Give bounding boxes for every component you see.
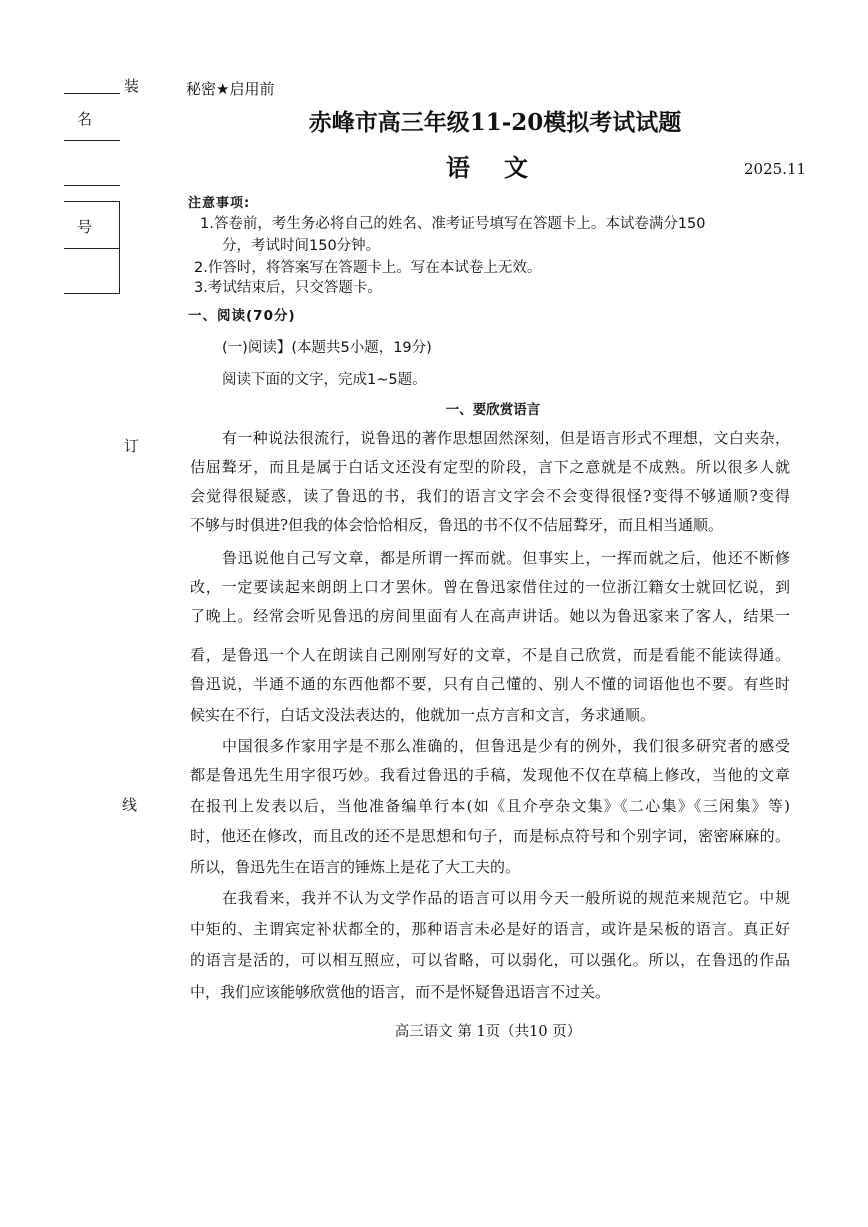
article-title: 一、要欣赏语言: [445, 402, 541, 418]
paragraph-4-line: 中，我们应该能够欣赏他的语言，而不是怀疑鲁迅语言不过关。: [190, 983, 611, 1001]
notice-item-1-line-1: 1.答卷前，考生务必将自己的姓名、准考证号填写在答题卡上。本试卷满分150: [200, 216, 706, 232]
paragraph-1-line: 佶屈聱牙，而且是属于白话文还没有定型的阶段，言下之意就是不成熟。所以很多人就: [190, 458, 790, 476]
paragraph-3-line: 所以，鲁迅先生在语言的锤炼上是花了大工夫的。: [190, 858, 521, 876]
paragraph-3-line: 中国很多作家用字是不那么准确的，但鲁迅是少有的例外，我们很多研究者的感受: [222, 737, 790, 755]
number-box-bottom: [64, 293, 120, 294]
paragraph-2-line: 候实在不行，白话文没法表达的，他就加一点方言和文言，务求通顺。: [190, 706, 656, 724]
notice-item-3: 3.考试结束后，只交答题卡。: [194, 280, 382, 296]
number-box-middle: [64, 248, 120, 249]
exam-title: 赤峰市高三年级11-20模拟考试试题: [308, 109, 682, 136]
margin-char-xian: 线: [122, 796, 138, 814]
margin-char-ding: 订: [124, 437, 140, 455]
margin-label-number: 号: [77, 218, 93, 236]
paragraph-1-line: 有一种说法很流行，说鲁迅的著作思想固然深刻，但是语言形式不理想，文白夹杂，: [222, 429, 790, 447]
paragraph-2-line: 了晚上。经常会听见鲁迅的房间里面有人在高声讲话。她以为鲁迅家来了客人，结果一: [190, 607, 790, 625]
paragraph-4-line: 的语言是活的，可以相互照应，可以省略，可以弱化，可以强化。所以，在鲁迅的作品: [190, 951, 790, 969]
notice-item-2: 2.作答时，将答案写在答题卡上。写在本试卷上无效。: [194, 260, 542, 276]
section-heading: 一、阅读(70分): [188, 308, 296, 324]
paragraph-1-line: 不够与时俱进?但我的体会恰恰相反，鲁迅的书不仅不佶屈聱牙，而且相当通顺。: [190, 516, 724, 534]
paragraph-2-line: 改，一定要读起来朗朗上口才罢休。曾在鲁迅家借住过的一位浙江籍女士就回忆说，到: [190, 578, 790, 596]
page-footer: 高三语文 第 1页（共10 页）: [394, 1024, 582, 1040]
number-box-top: [64, 201, 120, 202]
paragraph-1-line: 会觉得很疑惑，读了鲁迅的书，我们的语言文字会不会变得很怪?变得不够通顺?变得: [190, 487, 790, 505]
margin-char-zhuang: 装: [124, 77, 140, 95]
confidential-mark: 秘密★启用前: [186, 80, 275, 98]
margin-label-name: 名: [77, 110, 93, 128]
notice-item-1-line-2: 分，考试时间150分钟。: [222, 238, 381, 254]
notice-heading: 注意事项:: [188, 196, 251, 211]
paragraph-3-line: 时，他还在修改，而且改的还不是思想和句子，而是标点符号和个别字词，密密麻麻的。: [190, 827, 790, 845]
exam-date: 2025.11: [744, 160, 807, 178]
paragraph-2-line: 鲁迅说，半通不通的东西他都不要，只有自己懂的、别人不懂的词语他也不要。有些时: [190, 675, 790, 693]
paragraph-3-line: 在报刊上发表以后，当他准备编单行本(如《且介亭杂文集》《二心集》《三闲集》等): [190, 797, 790, 815]
subject-title: 语文: [446, 153, 562, 182]
name-field-bottom-line: [64, 140, 120, 141]
paragraph-2-line: 鲁迅说他自己写文章，都是所谓一挥而就。但事实上，一挥而就之后，他还不断修: [222, 549, 790, 567]
sub-section-heading: (一)阅读】(本题共5小题，19分): [222, 340, 432, 356]
reading-instruction: 阅读下面的文字，完成1~5题。: [222, 372, 427, 388]
name-underline: [64, 93, 120, 94]
separator-line: [64, 185, 120, 186]
paragraph-4-line: 中矩的、主谓宾定补状都全的，那种语言未必是好的语言，或许是呆板的语言。真正好: [190, 920, 790, 938]
paragraph-3-line: 都是鲁迅先生用字很巧妙。我看过鲁迅的手稿，发现他不仅在草稿上修改，当他的文章: [190, 766, 790, 784]
paragraph-4-line: 在我看来，我并不认为文学作品的语言可以用今天一般所说的规范来规范它。中规: [222, 889, 790, 907]
paragraph-2-line: 看，是鲁迅一个人在朗读自己刚刚写好的文章，不是自己欣赏，而是看能不能读得通。: [190, 646, 790, 664]
